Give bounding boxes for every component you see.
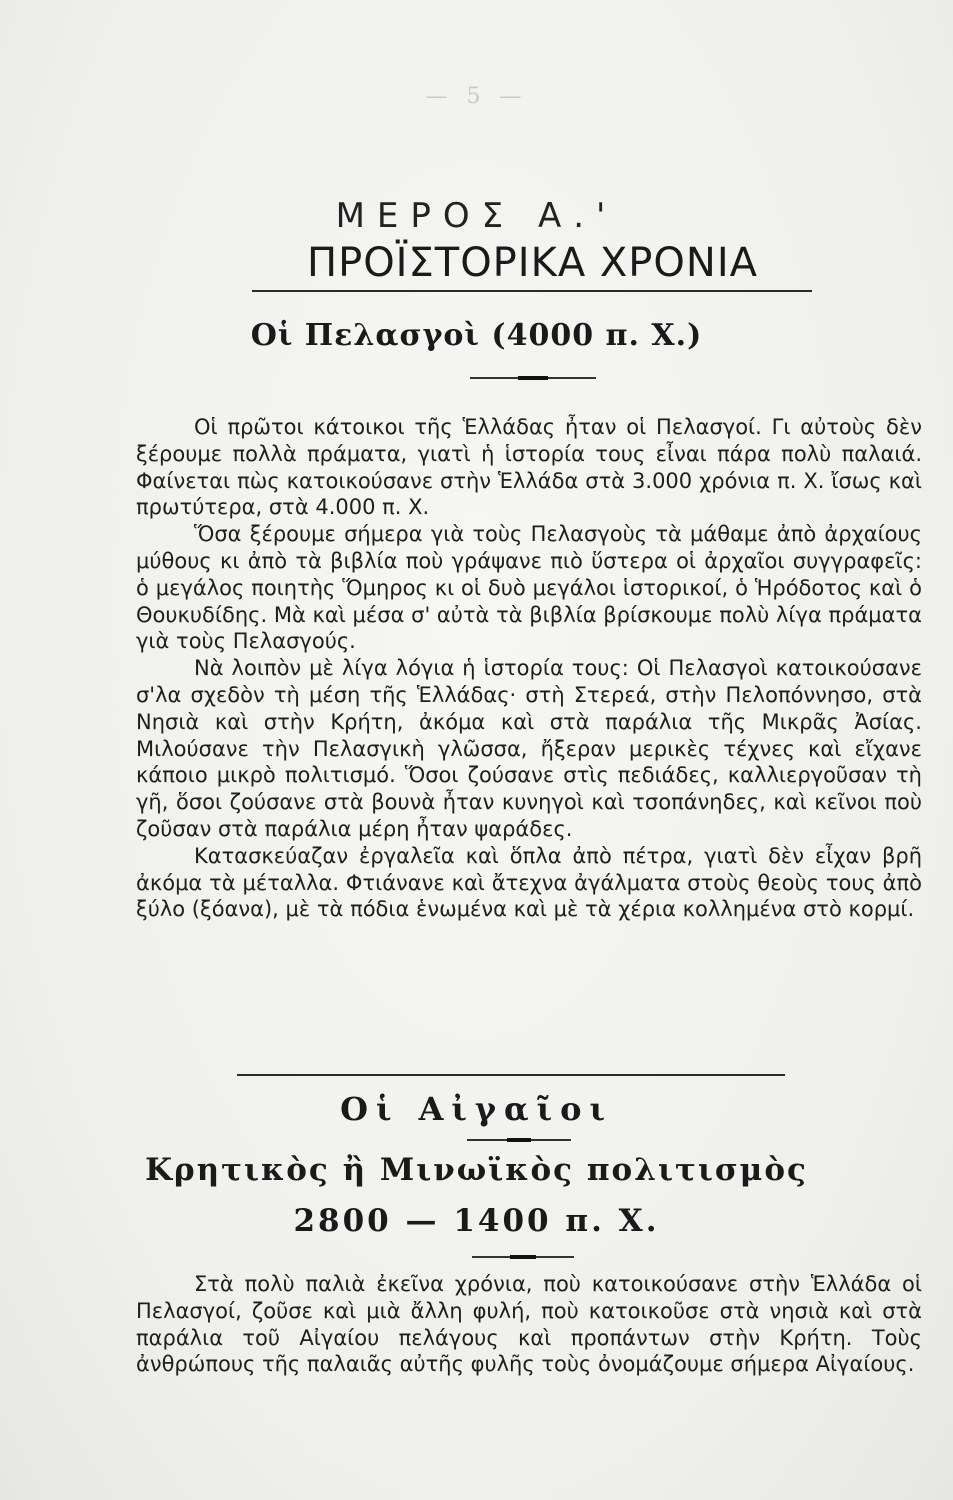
ornament-rule	[467, 1139, 571, 1141]
paragraph: Οἱ πρῶτοι κάτοικοι τῆς Ἑλλάδας ἦταν οἱ Πελασγοί. Γι αὐτοὺς δὲν ξέρουμε πολλὰ πράματα, γιατὶ ἡ ἱστορία τους εἶναι πάρα πολὺ παλαιά. Φαίνεται πὼς κατοικούσανε στὴν Ἑλλάδα στὰ 3.000 χρόνια π. Χ. ἴσως καὶ πρωτύτερα, στὰ 4.000 π. Χ.	[136, 415, 922, 520]
subheading-kritikos: Κρητικὸς ἢ Μινωϊκὸς πολιτισμὸς	[145, 1152, 808, 1188]
aigaioi-text	[136, 1271, 922, 1378]
section-heading-aigaioi: Οἱ Αἰγαῖοι	[340, 1090, 613, 1128]
pelasgoi-text	[136, 414, 922, 923]
ornament-rule-center	[510, 1255, 536, 1259]
part-title: ΠΡΟΪΣΤΟΡΙΚΑ ΧΡΟΝΙΑ	[307, 240, 758, 286]
paragraph: Κατασκεύαζαν ἐργαλεῖα καὶ ὅπλα ἀπὸ πέτρα, γιατὶ δὲν εἶχαν βρῆ ἀκόμα τὰ μέταλλα. Φτιάνανε καὶ ἄτεχνα ἀγάλματα στοὺς θεοὺς τους ἀπὸ ξύλο (ξόανα), μὲ τὰ πόδια ἑνωμένα καὶ μὲ τὰ χέρια κολλημένα στὸ κορμί.	[136, 843, 922, 922]
ornament-rule-center	[507, 1138, 531, 1142]
ornament-rule	[470, 377, 596, 379]
subheading-dates: 2800 — 1400 π. Χ.	[293, 1203, 660, 1239]
section-heading-pelasgoi: Οἱ Πελασγοὶ (4000 π. Χ.)	[250, 318, 703, 353]
part-heading: ΜΕΡΟΣ Α.'	[335, 196, 618, 236]
paragraph: Στὰ πολὺ παλιὰ ἐκεῖνα χρόνια, ποὺ κατοικούσανε στὴν Ἑλλάδα οἱ Πελασγοί, ζοῦσε καὶ μιὰ ἄλλη φυλή, ποὺ κατοικοῦσε στὰ νησιὰ καὶ στὰ παράλια τοῦ Αἰγαίου πελάγους καὶ προπάντων στὴν Κρήτη. Τοὺς ἀνθρώπους τῆς παλαιᾶς αὐτῆς φυλῆς τοὺς ὀνομάζουμε σήμερα Αἰγαίους.	[136, 1272, 922, 1377]
ornament-rule	[472, 1256, 574, 1258]
section-divider	[237, 1074, 785, 1076]
paragraph: Νὰ λοιπὸν μὲ λίγα λόγια ἡ ἱστορία τους: Οἱ Πελασγοὶ κατοικούσανε σ'λα σχεδὸν τὴ μέση τῆς Ἑλλάδας· στὴ Στερεά, στὴν Πελοπόννησο, στὰ Νησιὰ καὶ στὴν Κρήτη, ἀκόμα καὶ στὰ παράλια τῆς Μικρᾶς Ἀσίας. Μιλούσανε τὴν Πελασγικὴ γλῶσσα, ἤξεραν μερικὲς τέχνες καὶ εἴχανε κάποιο μικρὸ πολιτισμό. Ὅσοι ζούσανε στὶς πεδιάδες, καλλιεργοῦσαν τὴ γῆ, ὅσοι ζούσανε στὰ βουνὰ ἦταν κυνηγοὶ καὶ τσοπάνηδες, καὶ κεῖνοι ποὺ ζοῦσαν στὰ παράλια μέρη ἦταν ψαράδες.	[136, 656, 922, 841]
ornament-rule-center	[518, 376, 548, 380]
paragraph: Ὅσα ξέρουμε σήμερα γιὰ τοὺς Πελασγοὺς τὰ μάθαμε ἀπὸ ἀρχαίους μύθους κι ἀπὸ τὰ βιβλία ποὺ γράψανε πιὸ ὕστερα οἱ ἀρχαῖοι συγγραφεῖς: ὁ μεγάλος ποιητὴς Ὅμηρος κι οἱ δυὸ μεγάλοι ἱστορικοί, ὁ Ἡρόδοτος καὶ ὁ Θουκυδίδης. Μὰ καὶ μέσα σ' αὐτὰ τὰ βιβλία βρίσκουμε πολὺ λίγα πράματα γιὰ τοὺς Πελασγούς.	[136, 522, 922, 654]
title-underline	[252, 290, 812, 292]
page-number: — 5 —	[425, 84, 528, 109]
